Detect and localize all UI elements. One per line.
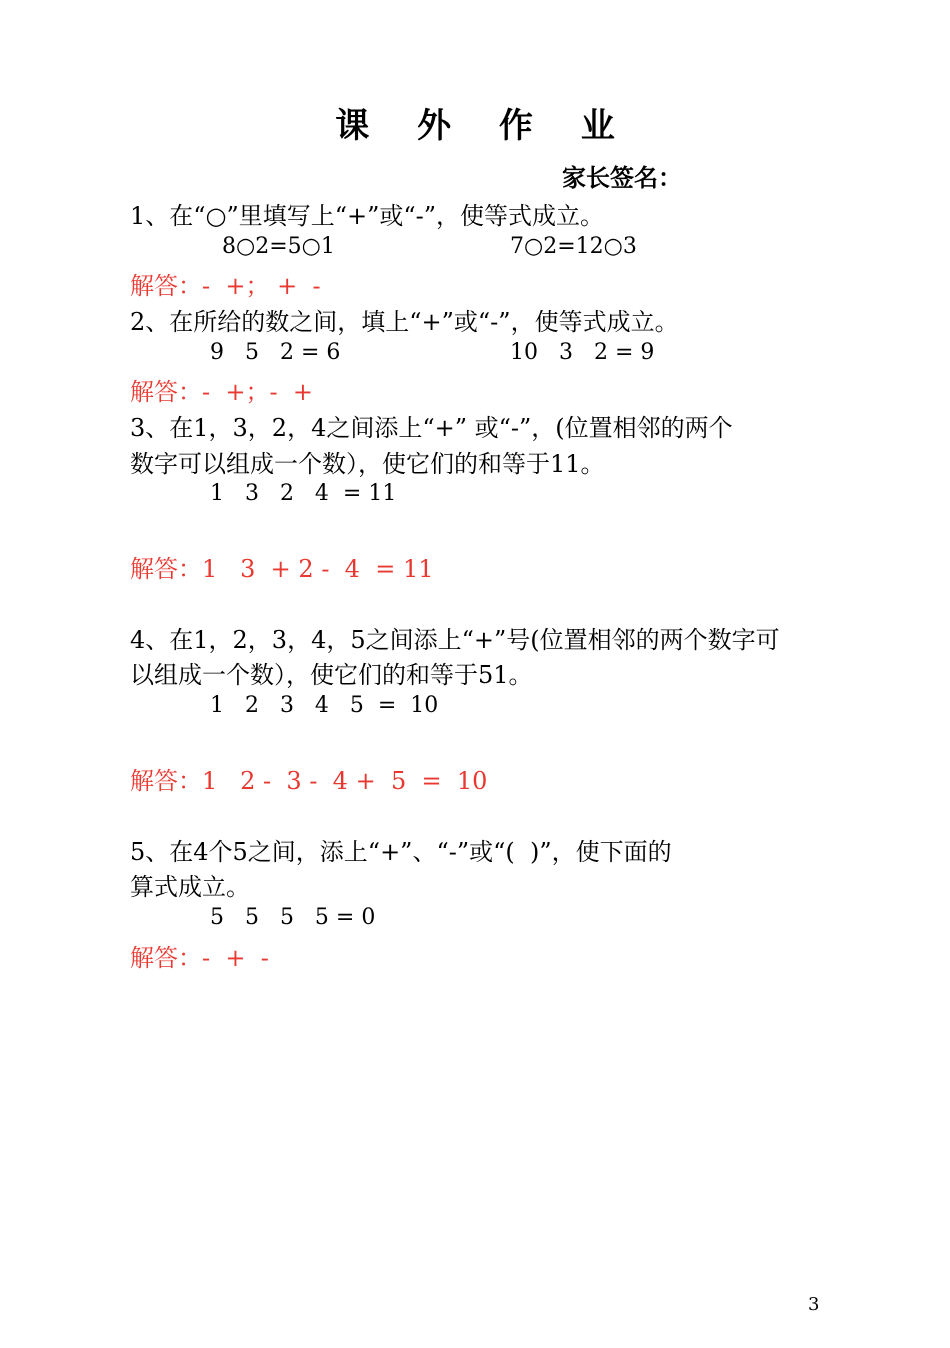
question-1-text: 1、在“○”里填写上“+”或“-”，使等式成立。 [130,202,605,230]
question-4-text-line-1: 4、在1，2，3，4，5之间添上“+”号(位置相邻的两个数字可 [130,626,780,654]
question-1-equation-b: 7○2=12○3 [510,234,637,259]
parent-signature-label: 家长签名： [562,164,682,192]
question-1-answer: 解答：- +； + - [130,272,321,300]
question-4-answer: 解答：1 2 - 3 - 4 + 5 = 10 [130,767,488,795]
question-5-text-line-2: 算式成立。 [130,873,250,901]
page-number: 3 [808,1294,820,1315]
question-3-text-line-1: 3、在1，3，2，4之间添上“+” 或“-”，(位置相邻的两个 [130,414,733,442]
question-5-text-line-1: 5、在4个5之间，添上“+”、“-”或“( )”，使下面的 [130,838,672,866]
question-3-text-line-2: 数字可以组成一个数），使它们的和等于11。 [130,450,605,478]
question-4-text-line-2: 以组成一个数），使它们的和等于51。 [130,661,533,689]
question-5-answer: 解答：- + - [130,944,269,972]
question-2-answer: 解答：- +；- + [130,378,313,406]
question-4-equation: 1 2 3 4 5 = 10 [210,693,439,718]
question-3-equation: 1 3 2 4 = 11 [210,481,397,506]
question-3-answer: 解答：1 3 + 2 - 4 = 11 [130,555,434,583]
question-2-equation-b: 10 3 2 = 9 [510,340,655,365]
question-2-equation-a: 9 5 2 = 6 [210,340,341,365]
question-1-equation-a: 8○2=5○1 [222,234,335,259]
question-5-equation: 5 5 5 5 = 0 [210,905,376,930]
question-2-text: 2、在所给的数之间，填上“+”或“-”，使等式成立。 [130,308,679,336]
page-title: 课 外 作 业 [335,106,633,146]
